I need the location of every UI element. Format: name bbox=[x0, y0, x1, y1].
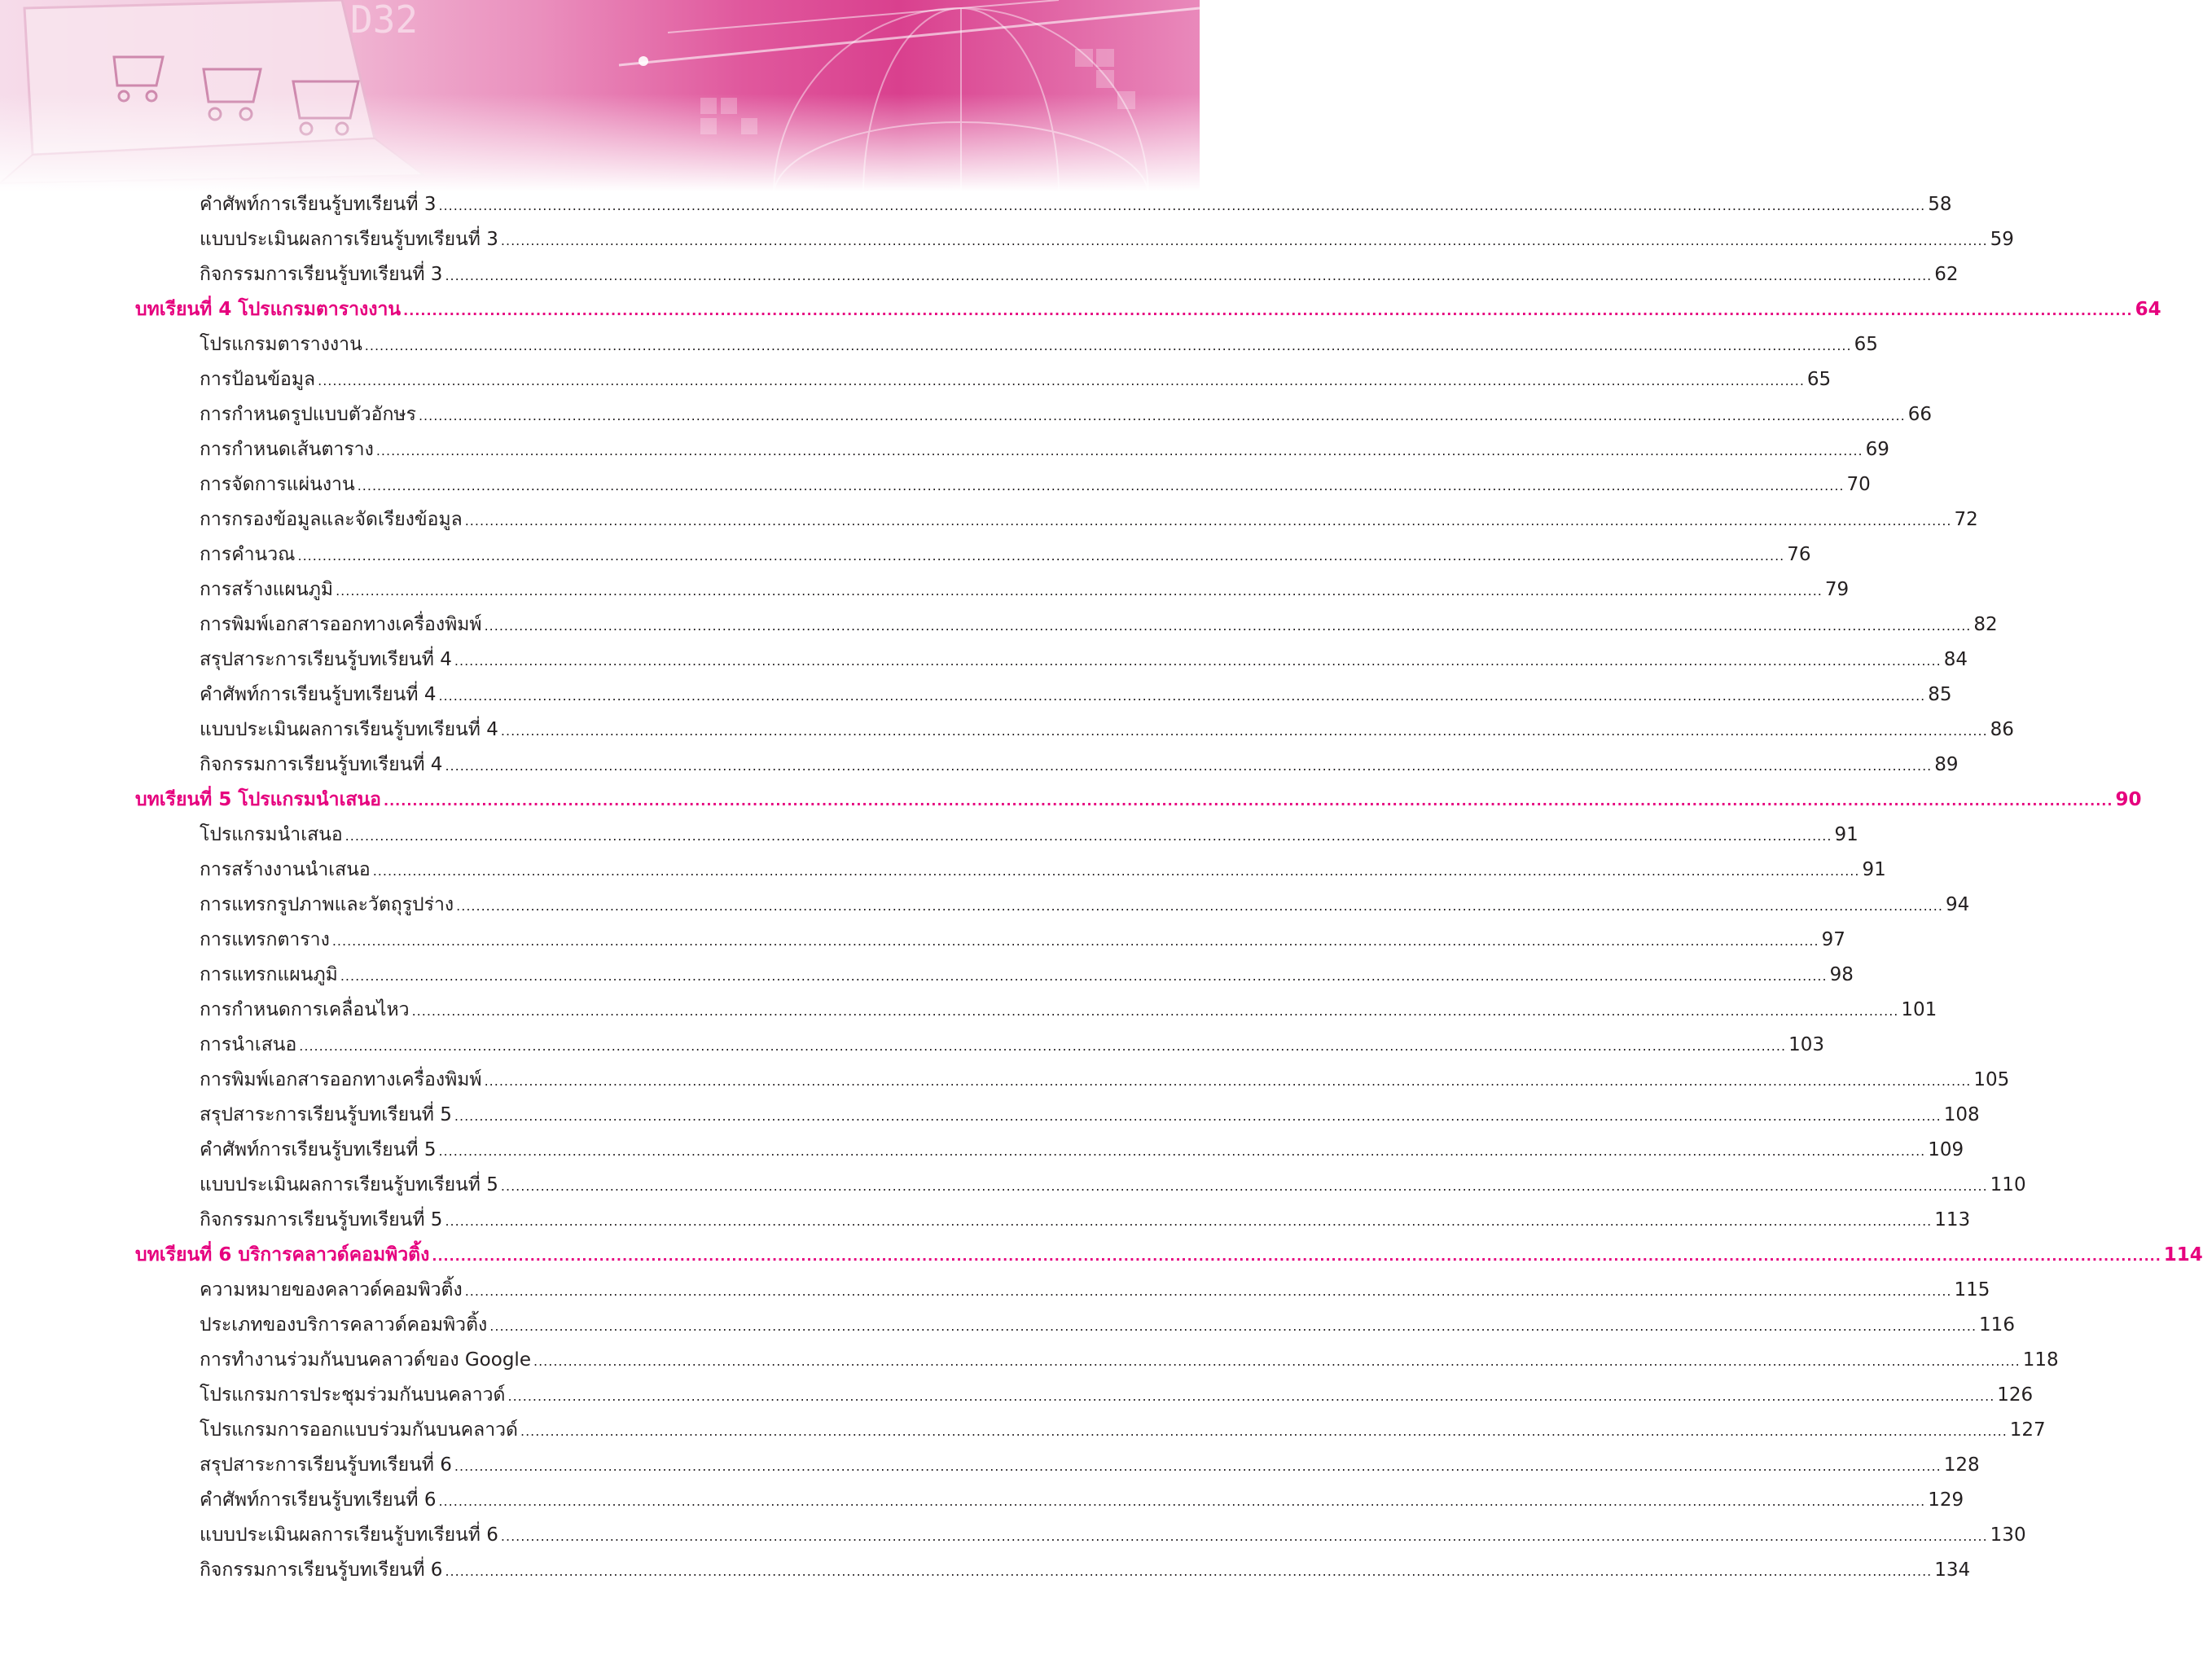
toc-entry-page: 82 bbox=[1973, 614, 1998, 635]
dot-leader: ............................................................................................................................................................................................................................................................................................................ bbox=[372, 863, 1860, 879]
toc-entry-title: โปรแกรมการออกแบบร่วมกันบนคลาวด์ bbox=[200, 1419, 518, 1441]
toc-entry[interactable] bbox=[0, 1308, 2015, 1343]
toc-entry[interactable] bbox=[0, 853, 1886, 888]
toc-chapter-entry[interactable] bbox=[0, 1238, 2203, 1273]
dot-leader: ............................................................................................................................................................................................................................................................................................................ bbox=[484, 1073, 1972, 1089]
toc-entry-page: 115 bbox=[1954, 1279, 1990, 1301]
dot-leader: ............................................................................................................................................................................................................................................................................................................ bbox=[340, 968, 1828, 984]
dot-leader: ............................................................................................................................................................................................................................................................................................................ bbox=[344, 828, 1832, 844]
toc-entry-title: แบบประเมินผลการเรียนรู้บทเรียนที่ 4 bbox=[200, 719, 498, 740]
toc-entry[interactable] bbox=[0, 748, 1959, 783]
toc-entry-title: การพิมพ์เอกสารออกทางเครื่องพิมพ์ bbox=[200, 614, 482, 635]
toc-entry-page: 129 bbox=[1928, 1489, 1964, 1511]
dot-leader: ............................................................................................................................................................................................................................................................................................................ bbox=[438, 1494, 1926, 1509]
dot-leader: ............................................................................................................................................................................................................................................................................................................ bbox=[520, 1423, 2008, 1439]
dot-leader: ............................................................................................................................................................................................................................................................................................................ bbox=[533, 1353, 2021, 1369]
dot-leader: ............................................................................................................................................................................................................................................................................................................ bbox=[500, 1529, 1988, 1544]
dot-leader: ............................................................................................................................................................................................................................................................................................................ bbox=[384, 793, 2113, 809]
toc-entry-page: 118 bbox=[2022, 1349, 2059, 1371]
dot-leader: ............................................................................................................................................................................................................................................................................................................ bbox=[454, 653, 1942, 669]
dot-leader: ............................................................................................................................................................................................................................................................................................................ bbox=[318, 373, 1805, 388]
toc-entry-title: แบบประเมินผลการเรียนรู้บทเรียนที่ 6 bbox=[200, 1524, 498, 1546]
toc-chapter-entry[interactable] bbox=[0, 783, 2142, 818]
toc-entry[interactable] bbox=[0, 923, 1845, 958]
toc-entry[interactable] bbox=[0, 1518, 2026, 1553]
dot-leader: ............................................................................................................................................................................................................................................................................................................ bbox=[484, 618, 1972, 634]
toc-entry[interactable] bbox=[0, 257, 1959, 292]
dot-leader: ............................................................................................................................................................................................................................................................................................................ bbox=[445, 1213, 1933, 1229]
toc-entry-page: 101 bbox=[1901, 999, 1937, 1020]
toc-entry-page: 69 bbox=[1865, 439, 1889, 460]
dot-leader: ............................................................................................................................................................................................................................................................................................................ bbox=[336, 583, 1823, 599]
toc-entry[interactable] bbox=[0, 888, 1970, 923]
toc-entry[interactable] bbox=[0, 818, 1859, 853]
toc-entry-title: คำศัพท์การเรียนรู้บทเรียนที่ 5 bbox=[200, 1139, 437, 1160]
toc-entry-title: การแทรกรูปภาพและวัตถุรูปร่าง bbox=[200, 894, 454, 915]
toc-entry-title: กิจกรรมการเรียนรู้บทเรียนที่ 5 bbox=[200, 1209, 443, 1230]
toc-entry[interactable] bbox=[0, 608, 1998, 643]
toc-entry-page: 103 bbox=[1788, 1034, 1824, 1055]
toc-entry-title: การทำงานร่วมกันบนคลาวด์ของ Google bbox=[200, 1349, 531, 1371]
toc-entry-title: การสร้างแผนภูมิ bbox=[200, 579, 334, 600]
toc-entry[interactable] bbox=[0, 572, 1850, 608]
dot-leader: ............................................................................................................................................................................................................................................................................................................ bbox=[464, 1283, 1952, 1299]
toc-entry[interactable] bbox=[0, 1553, 1971, 1588]
toc-entry-page: 62 bbox=[1934, 264, 1959, 285]
toc-entry-page: 76 bbox=[1787, 544, 1811, 565]
toc-entry-page: 134 bbox=[1934, 1559, 1971, 1581]
dot-leader: ............................................................................................................................................................................................................................................................................................................ bbox=[454, 1458, 1942, 1474]
toc-entry-title: สรุปสาระการเรียนรู้บทเรียนที่ 4 bbox=[200, 649, 452, 670]
toc-entry[interactable] bbox=[0, 432, 1889, 467]
dot-leader: ............................................................................................................................................................................................................................................................................................................ bbox=[357, 478, 1845, 493]
svg-text:D32: D32 bbox=[350, 0, 419, 42]
dot-leader: ............................................................................................................................................................................................................................................................................................................ bbox=[500, 1178, 1988, 1194]
toc-entry-title: การแทรกแผนภูมิ bbox=[200, 964, 338, 985]
dot-leader: ............................................................................................................................................................................................................................................................................................................ bbox=[489, 1318, 1977, 1334]
toc-chapter-entry[interactable] bbox=[0, 292, 2161, 327]
toc-entry[interactable] bbox=[0, 1413, 2046, 1448]
toc-entry[interactable] bbox=[0, 713, 2014, 748]
toc-entry-title: การกำหนดรูปแบบตัวอักษร bbox=[200, 404, 416, 425]
dot-leader: ............................................................................................................................................................................................................................................................................................................ bbox=[418, 408, 1906, 423]
dot-leader: ............................................................................................................................................................................................................................................................................................................ bbox=[411, 1003, 1899, 1019]
toc-entry[interactable] bbox=[0, 1098, 1980, 1133]
toc-entry-page: 110 bbox=[1990, 1174, 2026, 1195]
table-of-contents bbox=[0, 187, 2203, 1588]
toc-entry[interactable] bbox=[0, 1343, 2059, 1378]
toc-entry-title: โปรแกรมการประชุมร่วมกันบนคลาวด์ bbox=[200, 1384, 506, 1406]
toc-entry-title: คำศัพท์การเรียนรู้บทเรียนที่ 3 bbox=[200, 194, 437, 215]
dot-leader: ............................................................................................................................................................................................................................................................................................................ bbox=[464, 513, 1952, 529]
toc-entry-title: โปรแกรมตารางงาน bbox=[200, 334, 362, 355]
toc-entry-title: ความหมายของคลาวด์คอมพิวติ้ง bbox=[200, 1279, 463, 1301]
dot-leader: ............................................................................................................................................................................................................................................................................................................ bbox=[403, 303, 2133, 318]
toc-entry[interactable] bbox=[0, 222, 2014, 257]
dot-leader: ............................................................................................................................................................................................................................................................................................................ bbox=[438, 688, 1926, 704]
dot-leader: ............................................................................................................................................................................................................................................................................................................ bbox=[507, 1388, 1995, 1404]
toc-entry-page: 108 bbox=[1943, 1104, 1980, 1125]
dot-leader: ............................................................................................................................................................................................................................................................................................................ bbox=[364, 338, 1852, 353]
toc-entry-title: บทเรียนที่ 5 โปรแกรมนำเสนอ bbox=[135, 789, 381, 810]
toc-entry-page: 65 bbox=[1854, 334, 1878, 355]
toc-entry-page: 130 bbox=[1990, 1524, 2026, 1546]
dot-leader: ............................................................................................................................................................................................................................................................................................................ bbox=[456, 898, 1943, 914]
toc-entry[interactable] bbox=[0, 1028, 1824, 1063]
toc-entry[interactable] bbox=[0, 993, 1937, 1028]
toc-entry[interactable] bbox=[0, 643, 1968, 678]
toc-entry-page: 113 bbox=[1934, 1209, 1971, 1230]
toc-entry[interactable] bbox=[0, 1448, 1980, 1483]
toc-entry[interactable] bbox=[0, 537, 1811, 572]
toc-entry-title: สรุปสาระการเรียนรู้บทเรียนที่ 5 bbox=[200, 1104, 452, 1125]
toc-entry[interactable] bbox=[0, 958, 1854, 993]
toc-entry-page: 89 bbox=[1934, 754, 1959, 775]
toc-entry-page: 79 bbox=[1824, 579, 1850, 600]
toc-entry-page: 128 bbox=[1943, 1454, 1980, 1476]
toc-entry-page: 70 bbox=[1846, 474, 1871, 495]
toc-entry-page: 84 bbox=[1943, 649, 1968, 670]
toc-entry-title: โปรแกรมนำเสนอ bbox=[200, 824, 343, 845]
toc-entry-title: การนำเสนอ bbox=[200, 1034, 297, 1055]
toc-entry-title: ประเภทของบริการคลาวด์คอมพิวติ้ง bbox=[200, 1314, 488, 1336]
toc-entry-title: การคำนวณ bbox=[200, 544, 296, 565]
toc-entry-title: การกำหนดเส้นตาราง bbox=[200, 439, 374, 460]
toc-entry-title: การจัดการแผ่นงาน bbox=[200, 474, 355, 495]
toc-entry-page: 91 bbox=[1862, 859, 1886, 880]
toc-entry-page: 64 bbox=[2135, 299, 2161, 320]
dot-leader: ............................................................................................................................................................................................................................................................................................................ bbox=[297, 548, 1785, 564]
toc-entry[interactable] bbox=[0, 187, 1952, 222]
toc-entry-page: 90 bbox=[2115, 789, 2142, 810]
toc-entry-page: 86 bbox=[1990, 719, 2014, 740]
dot-leader: ............................................................................................................................................................................................................................................................................................................ bbox=[375, 443, 1863, 458]
toc-entry[interactable] bbox=[0, 502, 1978, 537]
toc-entry-page: 98 bbox=[1829, 964, 1854, 985]
toc-entry[interactable] bbox=[0, 1273, 1990, 1308]
toc-entry[interactable] bbox=[0, 1063, 2010, 1098]
toc-entry[interactable] bbox=[0, 678, 1952, 713]
toc-entry-page: 116 bbox=[1979, 1314, 2015, 1336]
toc-entry-page: 65 bbox=[1806, 369, 1832, 390]
toc-entry-title: สรุปสาระการเรียนรู้บทเรียนที่ 6 bbox=[200, 1454, 452, 1476]
toc-entry[interactable] bbox=[0, 327, 1878, 362]
toc-entry-title: กิจกรรมการเรียนรู้บทเรียนที่ 6 bbox=[200, 1559, 443, 1581]
dot-leader: ............................................................................................................................................................................................................................................................................................................ bbox=[331, 933, 1819, 949]
toc-entry-title: การกรองข้อมูลและจัดเรียงข้อมูล bbox=[200, 509, 463, 530]
toc-entry-page: 109 bbox=[1928, 1139, 1964, 1160]
dot-leader: ............................................................................................................................................................................................................................................................................................................ bbox=[438, 1143, 1926, 1159]
toc-entry-title: บทเรียนที่ 4 โปรแกรมตารางงาน bbox=[135, 299, 402, 320]
dot-leader: ............................................................................................................................................................................................................................................................................................................ bbox=[438, 198, 1926, 213]
toc-entry-title: คำศัพท์การเรียนรู้บทเรียนที่ 6 bbox=[200, 1489, 437, 1511]
toc-entry-title: การกำหนดการเคลื่อนไหว bbox=[200, 999, 410, 1020]
toc-entry-title: การแทรกตาราง bbox=[200, 929, 330, 950]
toc-entry[interactable] bbox=[0, 1483, 1964, 1518]
toc-entry-title: บทเรียนที่ 6 บริการคลาวด์คอมพิวติ้ง bbox=[135, 1244, 430, 1265]
toc-entry[interactable] bbox=[0, 1203, 1971, 1238]
toc-entry-page: 126 bbox=[1997, 1384, 2034, 1406]
toc-entry-title: การป้อนข้อมูล bbox=[200, 369, 316, 390]
toc-entry-page: 58 bbox=[1928, 194, 1952, 215]
dot-leader: ............................................................................................................................................................................................................................................................................................................ bbox=[432, 1248, 2161, 1264]
toc-entry-title: แบบประเมินผลการเรียนรู้บทเรียนที่ 5 bbox=[200, 1174, 498, 1195]
toc-entry-page: 94 bbox=[1945, 894, 1970, 915]
dot-leader: ............................................................................................................................................................................................................................................................................................................ bbox=[299, 1038, 1787, 1054]
toc-entry-page: 114 bbox=[2163, 1244, 2203, 1265]
toc-entry-page: 59 bbox=[1990, 229, 2014, 250]
toc-entry-page: 97 bbox=[1821, 929, 1845, 950]
toc-entry-title: การสร้างงานนำเสนอ bbox=[200, 859, 371, 880]
toc-entry-title: การพิมพ์เอกสารออกทางเครื่องพิมพ์ bbox=[200, 1069, 482, 1090]
dot-leader: ............................................................................................................................................................................................................................................................................................................ bbox=[500, 723, 1988, 739]
toc-entry-page: 72 bbox=[1954, 509, 1978, 530]
toc-entry-title: คำศัพท์การเรียนรู้บทเรียนที่ 4 bbox=[200, 684, 437, 705]
dot-leader: ............................................................................................................................................................................................................................................................................................................ bbox=[445, 758, 1933, 774]
toc-entry[interactable] bbox=[0, 467, 1871, 502]
dot-leader: ............................................................................................................................................................................................................................................................................................................ bbox=[445, 268, 1933, 283]
header-banner bbox=[0, 0, 1200, 191]
toc-entry-page: 66 bbox=[1907, 404, 1932, 425]
toc-entry-page: 85 bbox=[1928, 684, 1952, 705]
dot-leader: ............................................................................................................................................................................................................................................................................................................ bbox=[454, 1108, 1942, 1124]
toc-entry-page: 91 bbox=[1834, 824, 1859, 845]
toc-entry[interactable] bbox=[0, 1168, 2026, 1203]
toc-entry[interactable] bbox=[0, 397, 1932, 432]
dot-leader: ............................................................................................................................................................................................................................................................................................................ bbox=[445, 1564, 1933, 1579]
toc-entry-title: กิจกรรมการเรียนรู้บทเรียนที่ 4 bbox=[200, 754, 443, 775]
toc-entry-title: แบบประเมินผลการเรียนรู้บทเรียนที่ 3 bbox=[200, 229, 498, 250]
toc-entry-title: กิจกรรมการเรียนรู้บทเรียนที่ 3 bbox=[200, 264, 443, 285]
toc-entry[interactable] bbox=[0, 1378, 2034, 1413]
toc-entry-page: 105 bbox=[1973, 1069, 2010, 1090]
dot-leader: ............................................................................................................................................................................................................................................................................................................ bbox=[500, 233, 1988, 248]
toc-entry[interactable] bbox=[0, 362, 1832, 397]
toc-entry-page: 127 bbox=[2009, 1419, 2046, 1441]
toc-entry[interactable] bbox=[0, 1133, 1964, 1168]
